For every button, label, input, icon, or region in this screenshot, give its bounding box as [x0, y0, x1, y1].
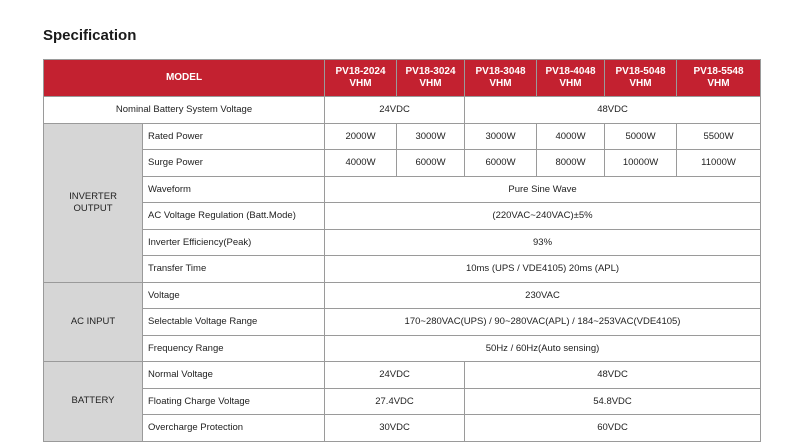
cell: (220VAC~240VAC)±5%: [325, 203, 761, 230]
table-row: [44, 388, 761, 415]
cell: 5500W: [677, 123, 761, 150]
row-label: Rated Power: [143, 123, 325, 150]
cell: 54.8VDC: [465, 388, 761, 415]
model-column-header: PV18-5548 VHM: [677, 60, 761, 97]
cell: 10000W: [605, 150, 677, 177]
row-label: AC Voltage Regulation (Batt.Mode): [143, 203, 325, 230]
table-row: [44, 229, 761, 256]
table-row: [44, 150, 761, 177]
cell: 50Hz / 60Hz(Auto sensing): [325, 335, 761, 362]
row-label: Inverter Efficiency(Peak): [143, 229, 325, 256]
page-title: Specification: [43, 27, 137, 44]
specification-table: [43, 59, 761, 442]
model-column-header: PV18-3048 VHM: [465, 60, 537, 97]
row-label: Waveform: [143, 176, 325, 203]
cell: 3000W: [465, 123, 537, 150]
table-row: [44, 309, 761, 336]
cell: 4000W: [537, 123, 605, 150]
cell: 6000W: [397, 150, 465, 177]
table-row: [44, 176, 761, 203]
cell: 27.4VDC: [325, 388, 465, 415]
row-label: Selectable Voltage Range: [143, 309, 325, 336]
row-label: Transfer Time: [143, 256, 325, 283]
table-row: [44, 362, 761, 389]
cell: 11000W: [677, 150, 761, 177]
row-label: Voltage: [143, 282, 325, 309]
row-label: Frequency Range: [143, 335, 325, 362]
cell: Pure Sine Wave: [325, 176, 761, 203]
nominal-voltage-48: 48VDC: [465, 97, 761, 124]
table-row: [44, 335, 761, 362]
cell: 230VAC: [325, 282, 761, 309]
table-row: [44, 256, 761, 283]
nominal-voltage-24: 24VDC: [325, 97, 465, 124]
cell: 5000W: [605, 123, 677, 150]
table-row: [44, 282, 761, 309]
model-column-header: PV18-5048 VHM: [605, 60, 677, 97]
header-row: [44, 60, 761, 97]
table-row: [44, 123, 761, 150]
model-column-header: PV18-2024 VHM: [325, 60, 397, 97]
row-label: Floating Charge Voltage: [143, 388, 325, 415]
model-header: MODEL: [44, 60, 325, 97]
cell: 6000W: [465, 150, 537, 177]
cell: 30VDC: [325, 415, 465, 442]
inverter-output-group: INVERTER OUTPUT: [44, 123, 143, 282]
cell: 4000W: [325, 150, 397, 177]
cell: 93%: [325, 229, 761, 256]
table-row: [44, 203, 761, 230]
battery-group: BATTERY: [44, 362, 143, 442]
row-label: Normal Voltage: [143, 362, 325, 389]
row-label: Surge Power: [143, 150, 325, 177]
table-row: [44, 97, 761, 124]
table-row: [44, 415, 761, 442]
ac-input-group: AC INPUT: [44, 282, 143, 362]
cell: 3000W: [397, 123, 465, 150]
cell: 8000W: [537, 150, 605, 177]
cell: 60VDC: [465, 415, 761, 442]
cell: 2000W: [325, 123, 397, 150]
model-column-header: PV18-4048 VHM: [537, 60, 605, 97]
cell: 170~280VAC(UPS) / 90~280VAC(APL) / 184~253VAC(VDE4105): [325, 309, 761, 336]
nominal-voltage-label: Nominal Battery System Voltage: [44, 97, 325, 124]
row-label: Overcharge Protection: [143, 415, 325, 442]
cell: 48VDC: [465, 362, 761, 389]
model-column-header: PV18-3024 VHM: [397, 60, 465, 97]
cell: 10ms (UPS / VDE4105) 20ms (APL): [325, 256, 761, 283]
cell: 24VDC: [325, 362, 465, 389]
